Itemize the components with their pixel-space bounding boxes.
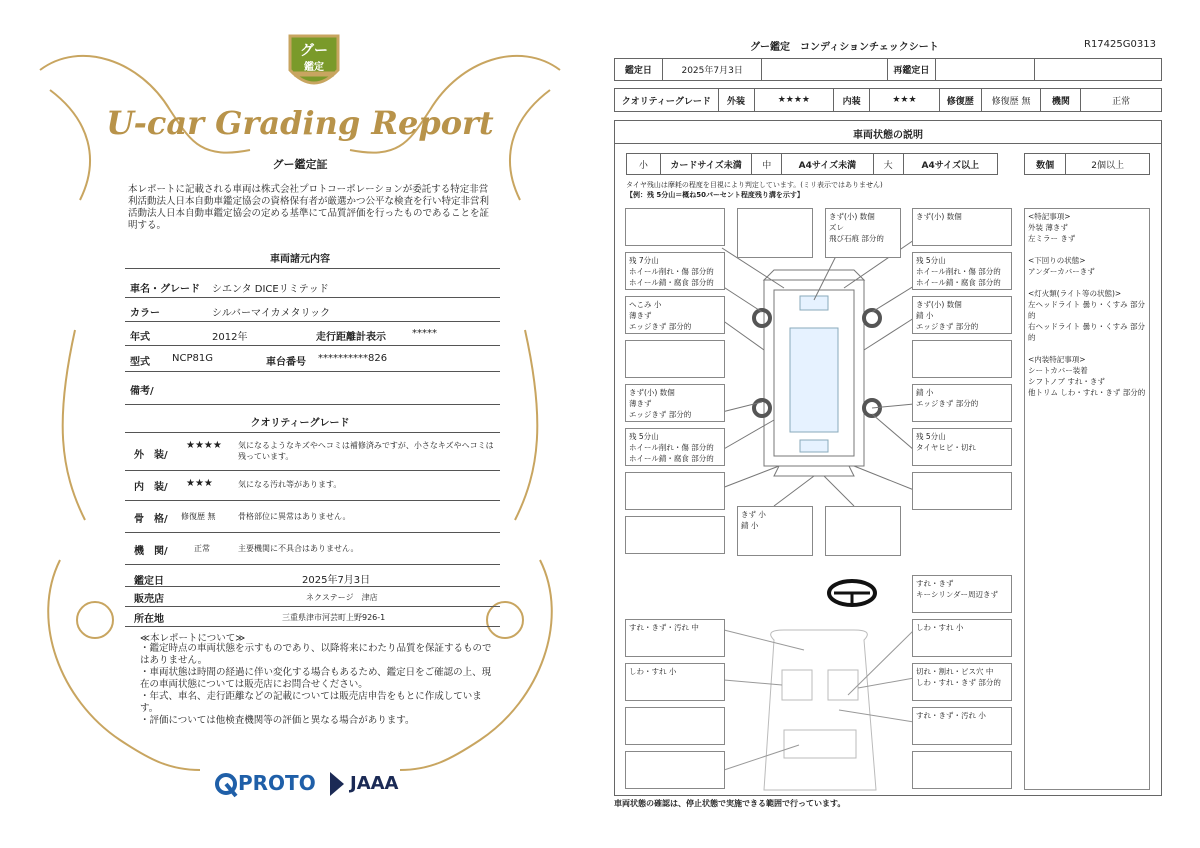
engine-label: 機 関/	[134, 546, 168, 557]
special-line: シートカバー装着	[1028, 366, 1088, 375]
year-value: 2012年	[212, 332, 248, 343]
count-label: 数個	[1025, 154, 1066, 174]
tire-note-1: タイヤ残山は摩耗の程度を目視により判定しています。(ミリ表示ではありません)	[626, 181, 883, 189]
interior-box-5: しわ・すれ 小	[912, 619, 1012, 657]
condition-check-sheet	[600, 0, 1200, 848]
redate-label: 再鑑定日	[888, 59, 936, 80]
quality-title: クオリティーグレード	[250, 418, 350, 429]
steering-wheel-icon	[826, 578, 878, 608]
note-item: ・年式、車名、走行距離などの記載については販売店申告をもとに作成しています。	[140, 691, 482, 714]
exterior-label: 外 装/	[134, 450, 168, 461]
special-line: <下回りの状態>	[1028, 256, 1086, 265]
size-medium-desc: A4サイズ未満	[782, 154, 874, 174]
size-medium: 中	[752, 154, 782, 174]
note-item: ・車両状態は時間の経過に伴い変化する場合もあるため、鑑定日をご確認の上、現在の車両状態については販売店にお問合せください。	[140, 667, 492, 690]
date-value: 2025年7月3日	[663, 59, 763, 80]
repair-label: 修復歴	[940, 89, 982, 111]
color-value: シルバーマイカメタリック	[212, 308, 331, 319]
interior-label: 内 装/	[134, 482, 168, 493]
car-name-label: 車名・グレード	[130, 284, 200, 295]
script-title: U-car Grading Report	[106, 104, 494, 142]
damage-box-rear-left-2	[625, 516, 725, 554]
damage-box-rear-right	[912, 472, 1012, 510]
tire-box-rear-right: 残 5分山 タイヤヒビ・切れ	[912, 428, 1012, 466]
damage-box-left-mid	[625, 340, 725, 378]
damage-box-front-top	[737, 208, 813, 258]
special-line: 右ヘッドライト 曇り・くすみ 部分的	[1028, 322, 1146, 342]
car-name-value: シエンタ DICEリミテッド	[212, 284, 329, 295]
tire-box-rear-left: 残 5分山 ホイール削れ・傷 部分的 ホイール錆・腐食 部分的	[625, 428, 725, 466]
count-legend	[1024, 153, 1150, 175]
frame-text: 骨格部位に異常はありません。	[238, 512, 351, 521]
interior-text: 気になる汚れ等があります。	[238, 480, 342, 489]
exterior-stars: ★★★★	[186, 440, 222, 451]
special-line: 左ヘッドライト 曇り・くすみ 部分的	[1028, 300, 1146, 320]
damage-box-right-front-door: きず(小) 数個 錆 小 エッジきず 部分的	[912, 296, 1012, 334]
count-value: 2個以上	[1091, 160, 1125, 171]
int-value: ★★★	[870, 89, 940, 111]
interior-box-8	[912, 751, 1012, 789]
frame-label: 骨 格/	[134, 514, 168, 525]
repair-value: 修復歴 無	[982, 89, 1042, 111]
certificate-title: グー鑑定証	[272, 158, 328, 171]
year-label: 年式	[130, 332, 150, 343]
interior-box-1: すれ・きず・汚れ 中	[625, 619, 725, 657]
size-large-desc: A4サイズ以上	[921, 160, 979, 171]
engine-label: 機関	[1041, 89, 1081, 111]
damage-box-rear-center: きず 小 錆 小	[737, 506, 813, 556]
frame-value: 修復歴 無	[181, 512, 216, 521]
intro-text: 本レポートに記載される車両は株式会社プロトコーポレーションが委託する特定非営利活動法人日本自動車鑑定協会の資格保有者が厳選かつ公平な検査を行い特定非営利活動法人日本自動車鑑定協会の定める基準にて品質評価を行ったものであることを証明する。	[128, 184, 490, 231]
special-line: <特記事項>	[1028, 212, 1071, 221]
grade-label: クオリティーグレード	[615, 89, 719, 111]
spec-title: 車両諸元内容	[270, 254, 330, 265]
proto-logo-icon	[214, 772, 238, 798]
special-line: 他トリム しわ・すれ・きず 部分的	[1028, 388, 1146, 397]
date-value: 2025年7月3日	[302, 575, 371, 586]
notes-list	[140, 643, 492, 727]
note-item: ・評価については他検査機関等の評価と異なる場合があります。	[140, 715, 415, 726]
special-line	[1028, 343, 1146, 354]
sheet-footer: 車両状態の確認は、停止状態で実施できる範囲で行っています。	[614, 799, 846, 808]
size-legend	[626, 153, 998, 175]
jaaa-logo-icon	[328, 770, 346, 798]
model-value: NCP81G	[172, 353, 213, 364]
size-large: 大	[874, 154, 904, 174]
model-label: 型式	[130, 357, 150, 368]
address-label: 所在地	[134, 614, 164, 625]
damage-box-windshield: きず(小) 数個 ズレ 飛び石痕 部分的	[825, 208, 901, 258]
engine-value: 正常	[194, 544, 210, 553]
special-line: 外装 薄きず	[1028, 223, 1068, 232]
special-line: シフトノブ すれ・きず	[1028, 377, 1105, 386]
notes-title: ≪本レポートについて≫	[140, 633, 246, 644]
note-item: ・鑑定時点の車両状態を示すものであり、以降将来にわたり品質を保証するものではありません。	[140, 643, 492, 666]
exterior-text: 気になるようなキズやヘコミは補修済みですが、小さなキズやヘコミは残っています。	[238, 441, 494, 461]
interior-box-3	[625, 707, 725, 745]
mileage-value: *****	[412, 328, 437, 339]
engine-text: 主要機関に不具合はありません。	[238, 544, 359, 553]
damage-box-rear-center-2	[825, 506, 901, 556]
ext-value: ★★★★	[755, 89, 835, 111]
tire-box-front-left: 残 7分山 ホイール削れ・傷 部分的 ホイール錆・腐食 部分的	[625, 252, 725, 290]
special-line: 左ミラー きず	[1028, 234, 1076, 243]
special-notes	[1024, 208, 1150, 790]
size-small-desc: カードサイズ未満	[661, 154, 753, 174]
special-line: <灯火類(ライト等の状態)>	[1028, 289, 1122, 298]
grade-row	[614, 88, 1162, 112]
badge-top-text: グー	[300, 43, 328, 59]
dealer-value: ネクステージ 津店	[306, 593, 378, 602]
damage-box-right-rear-door: 錆 小 エッジきず 部分的	[912, 384, 1012, 422]
tire-box-front-right: 残 5分山 ホイール削れ・傷 部分的 ホイール錆・腐食 部分的	[912, 252, 1012, 290]
damage-box-right-mid	[912, 340, 1012, 378]
interior-box-7: すれ・きず・汚れ 小	[912, 707, 1012, 745]
ext-label: 外装	[719, 89, 755, 111]
badge-bottom-text: 鑑定	[304, 62, 324, 73]
condition-title: 車両状態の説明	[853, 130, 923, 141]
sheet-title: グー鑑定 コンディションチェックシート	[750, 42, 939, 53]
mileage-label: 走行距離計表示	[316, 332, 386, 343]
special-line: アンダーカバーきず	[1028, 267, 1095, 276]
int-label: 内装	[834, 89, 870, 111]
damage-box-front-right: きず(小) 数個	[912, 208, 1012, 246]
dealer-label: 販売店	[134, 594, 164, 605]
damage-box-left-front-door: へこみ 小 薄きず エッジきず 部分的	[625, 296, 725, 334]
interior-stars: ★★★	[186, 478, 213, 489]
special-line	[1028, 244, 1146, 255]
steering-box: すれ・きず キーシリンダー周辺きず	[912, 575, 1012, 613]
tire-note-2: 【例：残 5分山＝概ね50パーセント程度残り溝を示す】	[626, 191, 804, 199]
proto-logo-text: PROTO	[238, 771, 316, 795]
chassis-value: **********826	[318, 353, 388, 364]
note-label: 備考/	[130, 386, 154, 397]
size-small: 小	[627, 154, 661, 174]
sheet-code: R17425G0313	[1084, 39, 1156, 50]
date-row	[614, 58, 1162, 81]
engine-value: 正常	[1112, 96, 1131, 107]
chassis-label: 車台番号	[266, 357, 306, 368]
color-label: カラー	[130, 308, 160, 319]
date-label: 鑑定日	[615, 59, 663, 80]
address-value: 三重県津市河芸町上野926-1	[282, 613, 386, 622]
interior-box-4	[625, 751, 725, 789]
interior-box-6: 切れ・割れ・ビス穴 中 しわ・すれ・きず 部分的	[912, 663, 1012, 701]
damage-box-left-rear-door: きず(小) 数個 薄きず エッジきず 部分的	[625, 384, 725, 422]
special-line	[1028, 277, 1146, 288]
special-line: <内装特記事項>	[1028, 355, 1086, 364]
damage-box-rear-left	[625, 472, 725, 510]
interior-box-2: しわ・すれ 小	[625, 663, 725, 701]
damage-box-front-left	[625, 208, 725, 246]
date-label: 鑑定日	[134, 576, 164, 587]
jaaa-logo-text: JAAA	[350, 773, 399, 794]
